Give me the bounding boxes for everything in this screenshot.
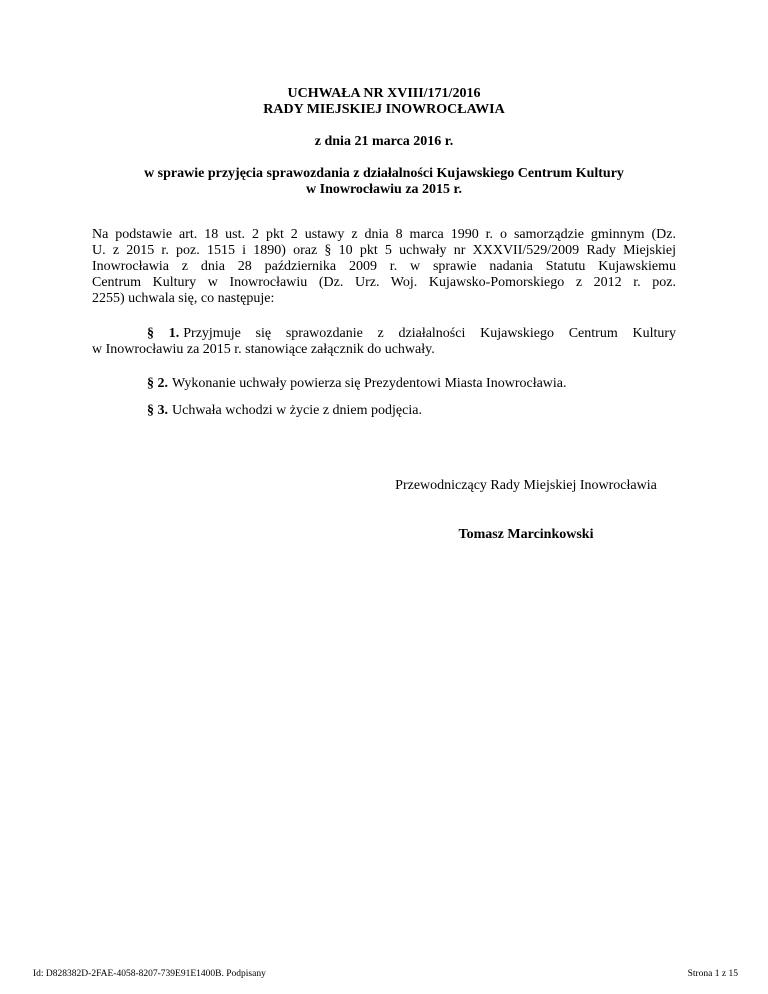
section-3-text: Uchwała wchodzi w życie z dniem podjęcia. — [172, 403, 422, 418]
document-title — [92, 86, 676, 118]
subject-line-2: w Inowrocławiu za 2015 r. — [306, 182, 462, 197]
footer-page-number: Strona 1 z 15 — [687, 969, 738, 979]
section-1-line-2: w Inowrocławiu za 2015 r. stanowiące załącznik do uchwały. — [92, 342, 435, 357]
section-2-line-1 — [92, 376, 676, 392]
document-subject — [92, 166, 676, 198]
legal-basis-line-1: Na podstawie art. 18 ust. 2 pkt 2 ustawy z dnia 8 marca 1990 r. o samorządzie gminnym (Dz. — [92, 227, 676, 242]
section-1-label: § 1. — [147, 326, 180, 341]
title-line-2: RADY MIEJSKIEJ INOWROCŁAWIA — [263, 102, 505, 117]
signature-block — [376, 478, 676, 543]
footer-document-id: Id: D828382D-2FAE-4058-8207-739E91E1400B. Podpisany — [33, 969, 266, 979]
legal-basis-line-4: Centrum Kultury w Inowrocławiu (Dz. Urz. Woj. Kujawsko-Pomorskiego z 2012 r. poz. — [92, 275, 676, 290]
section-1-line-1 — [92, 326, 676, 342]
legal-basis-paragraph — [92, 227, 676, 307]
subject-line-1: w sprawie przyjęcia sprawozdania z działalności Kujawskiego Centrum Kultury — [144, 166, 624, 181]
legal-basis-line-5: 2255) uchwala się, co następuje: — [92, 291, 275, 306]
document-content — [92, 0, 676, 543]
section-2-label: § 2. — [147, 376, 168, 391]
page-footer — [33, 968, 738, 980]
legal-basis-line-2: U. z 2015 r. poz. 1515 i 1890) oraz § 10 pkt 5 uchwały nr XXXVII/529/2009 Rady Miejskiej — [92, 243, 676, 258]
legal-basis-line-3: Inowrocławia z dnia 28 października 2009 r. w sprawie nadania Statutu Kujawskiemu — [92, 259, 676, 274]
section-3-line-1 — [92, 403, 676, 419]
section-paragraph-3 — [92, 403, 676, 419]
document-date: z dnia 21 marca 2016 r. — [314, 134, 454, 149]
section-paragraph-2 — [92, 376, 676, 392]
title-line-1: UCHWAŁA NR XVIII/171/2016 — [287, 86, 481, 101]
signature-name: Tomasz Marcinkowski — [458, 527, 594, 542]
section-1-text: Przyjmuje się sprawozdanie z działalności Kujawskiego Centrum Kultury — [183, 326, 677, 341]
section-2-text: Wykonanie uchwały powierza się Prezydentowi Miasta Inowrocławia. — [172, 376, 567, 391]
section-3-label: § 3. — [147, 403, 168, 418]
signature-role: Przewodniczący Rady Miejskiej Inowrocławia — [395, 478, 657, 493]
section-paragraph-1 — [92, 326, 676, 358]
